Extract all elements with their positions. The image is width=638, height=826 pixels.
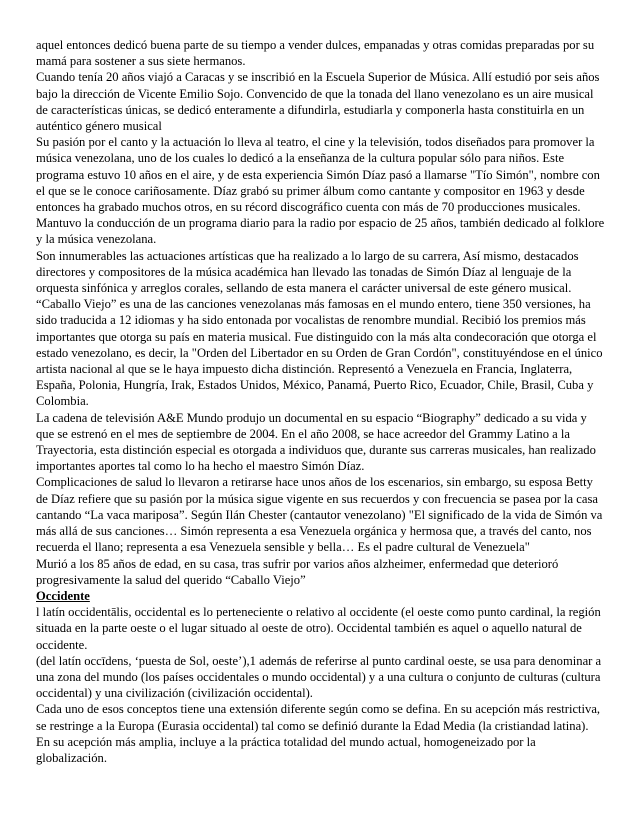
paragraph-death: Murió a los 85 años de edad, en su casa, tras sufrir por varios años alzheimer, enfermedad que deterioró progresivamente la salud del querido “Caballo Viejo” — [36, 556, 559, 587]
paragraph-restrictive: Cada uno de esos conceptos tiene una extensión diferente según como se defina. En su acepción más restrictiva, se restringe a la Europa (Eurasia occidental) tal como se definió durante la Edad Media (la cristiandad latina). — [36, 702, 601, 733]
paragraph-health: Complicaciones de salud lo llevaron a retirarse hace unos años de los escenarios, sin embargo, su esposa Betty de Díaz refiere que su pasión por la música sigue vigente en sus recuerdos y con frecuencia se pasea por la casa cantando “La vaca mariposa”. Según Ilán Chester (cantautor venezolano) "El significado de la vida de Simón va más allá de sus canciones… Simón representa a esa Venezuela orgánica y hermosa que, a través del canto, nos recuerda el llano; representa a esa Venezuela sensible y bella… Es el padre cultural de Venezuela" — [36, 475, 603, 555]
paragraph-broad: En su acepción más amplia, incluye a la práctica totalidad del mundo actual, homogeneizado por la globalización. — [36, 734, 536, 765]
paragraph-music-school: Cuando tenía 20 años viajó a Caracas y se inscribió en la Escuela Superior de Música. Allí estudió por seis años bajo la dirección de Vicente Emilio Sojo. Convencido de que la tonada del llano venezolano es un aire musical de características únicas, se dedicó enteramente a difundirla, estudiarla y componerla hasta constituirla en un auténtico género musical — [36, 70, 600, 134]
paragraph-caballo-viejo: “Caballo Viejo” es una de las canciones venezolanas más famosas en el mundo entero, tiene 350 versiones, ha sido traducida a 12 idiomas y ha sido entonada por vocalistas de renombre mundial. Recibió los premios más importantes que otorga su país en materia musical. Fue distinguido con la más alta condecoración que otorga el estado venezolano, es decir, la "Orden del Libertador en su Orden de Gran Cordón", constituyéndose en el único artista nacional al que se le haya impuesto dicha distinción. Representó a Venezuela en Francia, Inglaterra, España, Polonia, Hungría, Irak, Estados Unidos, México, Panamá, Puerto Rico, Ecuador, Chile, Brasil, Cuba y Colombia. — [36, 297, 603, 409]
paragraph-career: Su pasión por el canto y la actuación lo lleva al teatro, el cine y la televisión, todos diseñados para promover la música venezolana, uno de los cuales lo dedicó a la enseñanza de la cultura popular sólo para niños. Este programa estuvo 10 años en el aire, y de esta experiencia Simón Díaz pasó a llamarse "Tío Simón", nombre con el que se le conoce cariñosamente. Díaz grabó su primer álbum como cantante y compositor en 1963 y desde entonces ha grabado muchos otros, en su récord discográfico cuenta con más de 70 producciones musicales. — [36, 135, 600, 215]
paragraph-radio: Mantuvo la conducción de un programa diario para la radio por espacio de 25 años, también dedicado al folklore y la música venezolana. — [36, 216, 605, 247]
paragraph-etymology: l latín occidentālis, occidental es lo perteneciente o relativo al occidente (el oeste como punto cardinal, la región situada en la parte oeste o el lugar situado al oeste de otro). Occidental también es aquel o aquello natural de occidente. — [36, 605, 601, 652]
paragraph-documentary: La cadena de televisión A&E Mundo produjo un documental en su espacio “Biography” dedicado a su vida y que se estrenó en el mes de septiembre de 2004. En el año 2008, se hace acreedor del Grammy Latino a la Trayectoria, esta distinción especial es otorgada a individuos que, durante sus carreras musicales, han realizado importantes aportes tal como lo ha hecho el maestro Simón Díaz. — [36, 410, 596, 474]
paragraph-childhood: aquel entonces dedicó buena parte de su tiempo a vender dulces, empanadas y otras comidas preparadas por su mamá para sostener a sus siete hermanos. — [36, 38, 595, 69]
paragraph-performances: Son innumerables las actuaciones artísticas que ha realizado a lo largo de su carrera, Así mismo, destacados directores y compositores de la música académica han llevado las tonadas de Simón Díaz al lenguaje de la orquesta sinfónica y arreglos corales, sellando de esta manera el carácter universal de este género musical. — [36, 248, 579, 296]
section-heading: Occidente — [36, 588, 90, 603]
paragraph-definition: (del latín occīdens, ‘puesta de Sol, oeste’),1 además de referirse al punto cardinal oeste, se usa para denominar a una zona del mundo (los países occidentales o mundo occidental) y a una cultura o conjunto de culturas (cultura occidental) y una civilización (civilización occidental). — [36, 653, 602, 701]
